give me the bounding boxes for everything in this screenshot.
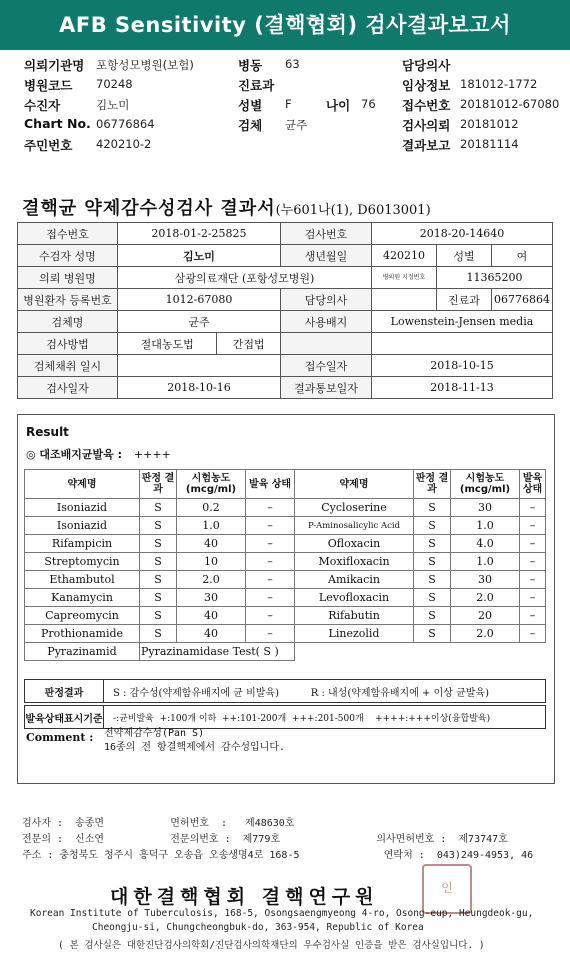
- table-row: [25, 517, 546, 535]
- doc-dept-label: 진료과: [436, 289, 491, 311]
- column-header: 판정 결과: [140, 470, 177, 499]
- concentration-cell: 30: [451, 571, 520, 589]
- method-value-1: 절대농도법: [118, 333, 217, 355]
- sex-label: 성별: [238, 98, 263, 113]
- result-cell: S: [140, 517, 177, 535]
- blank-cell: [295, 643, 546, 661]
- comment-line: 16종의 전 항결핵제에서 감수성입니다.: [104, 742, 286, 753]
- comment-line: 전약제감수성(Pan S): [104, 728, 205, 739]
- specimen-name-value: 균주: [118, 311, 281, 333]
- growth-cell: –: [246, 517, 295, 535]
- column-header: 시험농도 (mcg/ml): [177, 470, 246, 499]
- growth-cell: –: [520, 553, 546, 571]
- table-row: [25, 625, 546, 643]
- table-row: [25, 589, 546, 607]
- column-header: 판정 결과: [414, 470, 451, 499]
- column-header: 발육 상태: [520, 470, 546, 499]
- result-cell: S: [414, 589, 451, 607]
- table-row: [25, 499, 546, 517]
- age-value: 76: [361, 97, 376, 111]
- concentration-cell: 4.0: [451, 535, 520, 553]
- specimen-info-table: [17, 222, 553, 399]
- result-cell: S: [414, 499, 451, 517]
- growth-criteria-box: [24, 705, 546, 729]
- document-title: [22, 194, 431, 220]
- result-cell: S: [140, 625, 177, 643]
- comment-label: Comment :: [26, 731, 94, 744]
- accession-label: 접수번호: [402, 98, 451, 113]
- blank-cell: [371, 333, 552, 355]
- concentration-cell: 1.0: [177, 517, 246, 535]
- drug-name: Isoniazid: [25, 499, 140, 517]
- table-row: [25, 643, 546, 661]
- hospital-code-value: 70248: [96, 77, 133, 91]
- document-title-text: 결핵균 약제감수성검사 결과서: [22, 198, 276, 219]
- pza-test-value: Pyrazinamidase Test( S ): [140, 643, 295, 661]
- reception-no-label: 접수번호: [18, 223, 118, 245]
- chart-no-value: 06776864: [96, 117, 155, 131]
- reception-no-value: 2018-01-2-25825: [118, 223, 281, 245]
- english-address-2: Cheongju-si, Chungcheongbuk-do, 363-954, Republic of Korea: [92, 922, 424, 933]
- interpretation-value: S : 감수성(약제함유배지에 균 비발육) R : 내성(약제함유배지에 + 이상 균발육): [113, 687, 489, 699]
- hospital-code-doc-label: 병의원 지정번호: [371, 267, 436, 289]
- patient-value: 김노미: [96, 98, 130, 112]
- drug-name: P-Aminosalicylic Acid: [295, 517, 414, 535]
- concentration-cell: 1.0: [451, 517, 520, 535]
- doc-sex-value: 여: [491, 245, 552, 267]
- attending-doctor-value: [371, 289, 436, 311]
- clinical-info-label: 임상정보: [402, 78, 451, 93]
- comment-text: [104, 727, 285, 755]
- growth-cell: –: [246, 571, 295, 589]
- drug-name: Rifampicin: [25, 535, 140, 553]
- result-cell: S: [414, 535, 451, 553]
- drug-name: Kanamycin: [25, 589, 140, 607]
- concentration-cell: 30: [177, 589, 246, 607]
- hospital-name-label: 의뢰 병원명: [18, 267, 118, 289]
- column-header: 발육 상태: [246, 470, 295, 499]
- concentration-cell: 2.0: [451, 589, 520, 607]
- report-title: AFB Sensitivity (결핵협회) 검사결과보고서: [59, 13, 511, 37]
- clinical-info-value: 181012-1772: [460, 77, 538, 91]
- table-header-row: [25, 470, 546, 499]
- sex-value: F: [285, 97, 292, 111]
- ward-value: 63: [285, 57, 300, 71]
- medium-label: 사용배지: [280, 311, 371, 333]
- drug-name: Cycloserine: [295, 499, 414, 517]
- drug-name: Isoniazid: [25, 517, 140, 535]
- tester-line: 검사자 : 송종면 면허번호 : 제48630호: [22, 818, 295, 829]
- patient-reg-label: 병원환자 등록번호: [18, 289, 118, 311]
- received-value: 2018-10-15: [371, 355, 552, 377]
- report-date-value: 20181114: [460, 137, 519, 151]
- attending-doctor-label: 담당의사: [280, 289, 371, 311]
- drug-name: Amikacin: [295, 571, 414, 589]
- control-medium-value: ++++: [133, 448, 171, 461]
- medium-value: Lowenstein-Jensen media: [371, 311, 552, 333]
- patient-info-panel: [0, 53, 570, 153]
- drug-name: Capreomycin: [25, 607, 140, 625]
- hospital-code-label: 병원코드: [24, 78, 73, 93]
- dob-value: 420210: [371, 245, 436, 267]
- method-value-2: 간접법: [217, 333, 281, 355]
- method-label: 검사방법: [18, 333, 118, 355]
- notify-date-value: 2018-11-13: [371, 377, 552, 399]
- chart-no-label: Chart No.: [24, 116, 91, 131]
- organization-name: 대한결핵협회 결핵연구원: [110, 886, 379, 908]
- concentration-cell: 40: [177, 607, 246, 625]
- table-row: [25, 607, 546, 625]
- report-date-label: 결과보고: [402, 138, 451, 153]
- request-date-label: 검사의뢰: [402, 118, 451, 133]
- form-number: (누601나(1), D6013001): [275, 203, 431, 218]
- control-medium-label: ◎ 대조배지균발육 :: [26, 448, 123, 461]
- growth-cell: –: [246, 535, 295, 553]
- result-cell: S: [414, 517, 451, 535]
- patient-name-label: 수검자 성명: [18, 245, 118, 267]
- hospital-code-doc-value: 11365200: [436, 267, 552, 289]
- test-date-label: 검사일자: [18, 377, 118, 399]
- growth-criteria-label: 발육상태표시기준: [25, 706, 104, 728]
- growth-cell: –: [246, 625, 295, 643]
- specimen-value: 균주: [285, 118, 308, 132]
- drug-name: Ofloxacin: [295, 535, 414, 553]
- doc-dept-value: 06776864: [491, 289, 552, 311]
- concentration-cell: 2.0: [451, 625, 520, 643]
- official-seal: [422, 864, 472, 914]
- drug-name: Prothionamide: [25, 625, 140, 643]
- growth-cell: –: [520, 607, 546, 625]
- interpretation-box: [24, 679, 546, 703]
- drug-name: Streptomycin: [25, 553, 140, 571]
- result-section: [17, 414, 555, 784]
- growth-cell: –: [520, 625, 546, 643]
- patient-reg-value: 1012-67080: [118, 289, 281, 311]
- growth-cell: –: [520, 535, 546, 553]
- concentration-cell: 10: [177, 553, 246, 571]
- concentration-cell: 40: [177, 535, 246, 553]
- growth-cell: –: [520, 517, 546, 535]
- test-no-label: 검사번호: [280, 223, 371, 245]
- column-header: 시험농도 (mcg/ml): [451, 470, 520, 499]
- specimen-name-label: 검체명: [18, 311, 118, 333]
- collect-label: 검체채취 일시: [18, 355, 118, 377]
- result-cell: S: [414, 571, 451, 589]
- doctor-label: 담당의사: [402, 58, 451, 73]
- drug-name: Linezolid: [295, 625, 414, 643]
- specimen-label: 검체: [238, 118, 263, 133]
- ward-label: 병동: [238, 58, 263, 73]
- rrn-value: 420210-2: [96, 137, 152, 151]
- drug-name: Ethambutol: [25, 571, 140, 589]
- test-date-value: 2018-10-16: [118, 377, 281, 399]
- certification-note: ( 본 검사실은 대한진단검사의학회/진단검사의학재단의 우수검사실 인증을 받은 검사실입니다. ): [58, 940, 485, 951]
- result-cell: S: [140, 499, 177, 517]
- doc-sex-label: 성별: [436, 245, 491, 267]
- table-row: [25, 535, 546, 553]
- institution-label: 의뢰기관명: [24, 58, 85, 73]
- scanned-report: [14, 176, 556, 784]
- result-title: Result: [26, 425, 69, 439]
- report-title-bar: [0, 0, 570, 50]
- growth-cell: –: [520, 571, 546, 589]
- blank-cell: [280, 333, 371, 355]
- control-medium-growth: [26, 446, 171, 462]
- result-cell: S: [140, 607, 177, 625]
- english-address-1: Korean Institute of Tuberculosis, 168-5, Osongsaengmyeong 4-ro, Osong-eup, Heungdeok-gu,: [30, 908, 534, 919]
- drug-name: Moxifloxacin: [295, 553, 414, 571]
- institution-value: 포항성모병원(보험): [96, 58, 194, 72]
- dob-label: 생년월일: [280, 245, 371, 267]
- received-label: 접수일자: [280, 355, 371, 377]
- test-no-value: 2018-20-14640: [371, 223, 552, 245]
- result-cell: S: [414, 625, 451, 643]
- rrn-label: 주민번호: [24, 138, 73, 153]
- concentration-cell: 0.2: [177, 499, 246, 517]
- request-date-value: 20181012: [460, 117, 519, 131]
- drug-name: Rifabutin: [295, 607, 414, 625]
- growth-cell: –: [246, 499, 295, 517]
- concentration-cell: 30: [451, 499, 520, 517]
- susceptibility-table: [24, 469, 546, 661]
- result-cell: S: [140, 589, 177, 607]
- column-header: 약제명: [25, 470, 140, 499]
- concentration-cell: 2.0: [177, 571, 246, 589]
- age-label: 나이: [326, 98, 351, 113]
- notify-date-label: 결과통보일자: [280, 377, 371, 399]
- result-cell: S: [140, 553, 177, 571]
- accession-value: 20181012-67080: [460, 97, 560, 111]
- patient-label: 수진자: [24, 98, 61, 113]
- concentration-cell: 40: [177, 625, 246, 643]
- growth-criteria-value: -:균비발육 +:100개 이하 ++:101-200개 +++:201-500개 ++++:+++이상(융합발육): [113, 713, 491, 724]
- specialist-line: 전문의 : 신소연 전문의번호 : 제779호 의사면허번호 : 제73747호: [22, 834, 508, 845]
- result-cell: S: [414, 607, 451, 625]
- patient-name-value: 김노미: [118, 245, 281, 267]
- concentration-cell: 1.0: [451, 553, 520, 571]
- table-row: [25, 571, 546, 589]
- result-cell: S: [414, 553, 451, 571]
- drug-name: Pyrazinamid: [25, 643, 140, 661]
- seal-text: 인: [441, 881, 453, 895]
- result-cell: S: [140, 571, 177, 589]
- collect-value: [118, 355, 281, 377]
- concentration-cell: 20: [451, 607, 520, 625]
- address-line: 주소 : 충청북도 청주시 흥덕구 오송읍 오송생명4로 168-5 연락처 : 043)249-4953, 46: [22, 850, 534, 861]
- table-row: [25, 553, 546, 571]
- result-cell: S: [140, 535, 177, 553]
- hospital-name-value: 삼광의료재단 (포항성모병원): [118, 267, 372, 289]
- column-header: 약제명: [295, 470, 414, 499]
- drug-name: Levofloxacin: [295, 589, 414, 607]
- growth-cell: –: [246, 607, 295, 625]
- growth-cell: –: [246, 553, 295, 571]
- interpretation-label: 판정결과: [25, 680, 104, 702]
- growth-cell: –: [520, 499, 546, 517]
- growth-cell: –: [520, 589, 546, 607]
- growth-cell: –: [246, 589, 295, 607]
- department-label: 진료과: [238, 78, 275, 93]
